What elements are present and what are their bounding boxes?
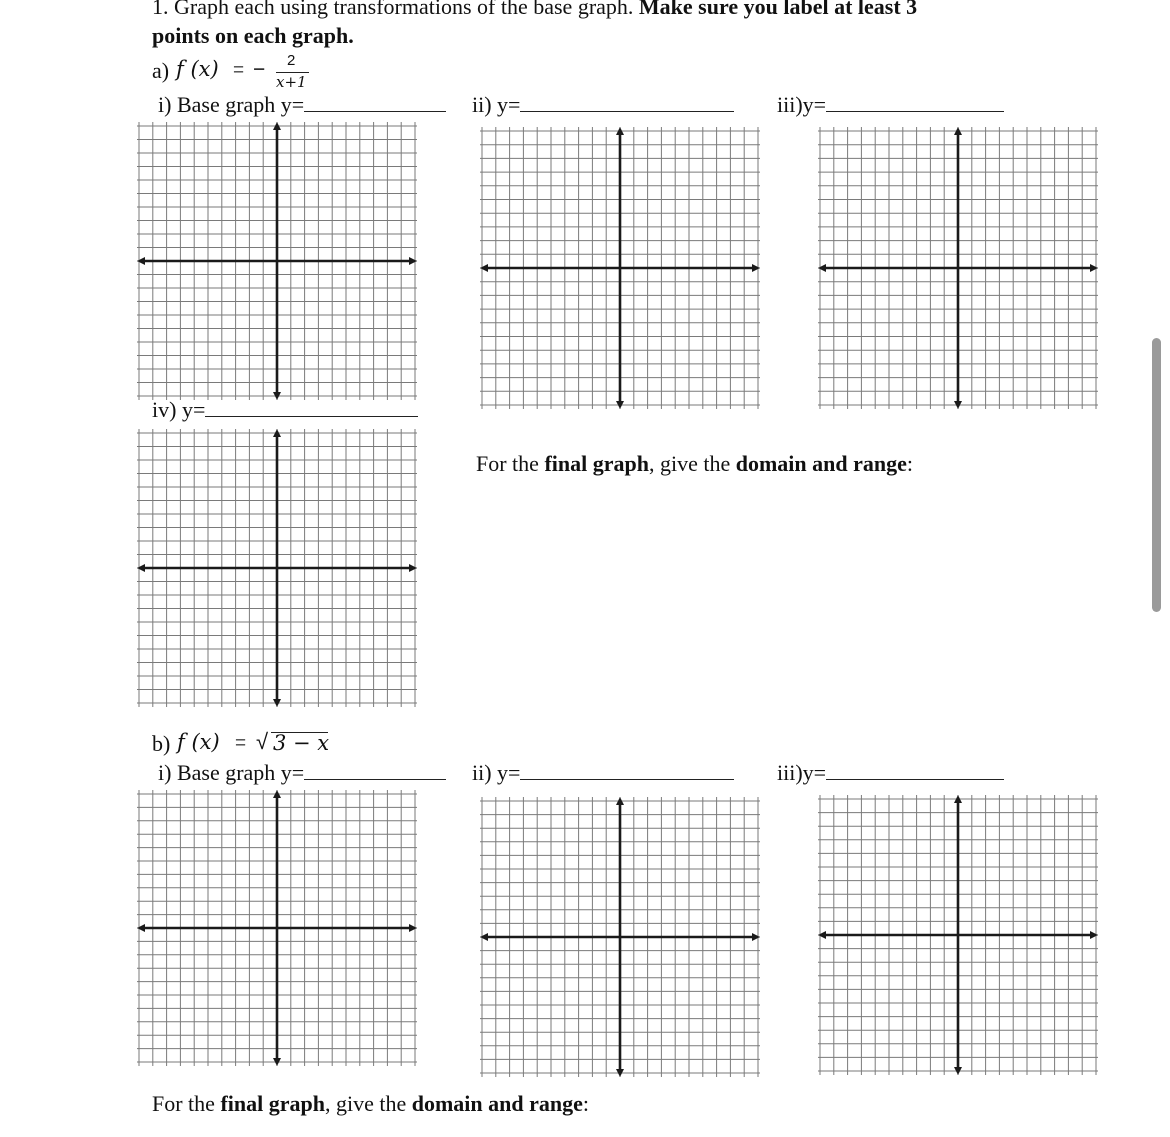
part-b-equals: = bbox=[235, 733, 247, 754]
arrowhead-icon bbox=[137, 257, 145, 265]
arrowhead-icon bbox=[818, 264, 826, 272]
title-prefix: 1. Graph each using transformations of the base graph. bbox=[152, 0, 639, 19]
arrowhead-icon bbox=[137, 924, 145, 932]
part-a-step-iii: iii)y= bbox=[777, 92, 1004, 118]
answer-blank[interactable] bbox=[826, 93, 1004, 112]
arrowhead-icon bbox=[818, 931, 826, 939]
part-b-step-iii: iii)y= bbox=[777, 760, 1004, 786]
arrowhead-icon bbox=[752, 933, 760, 941]
arrowhead-icon bbox=[137, 564, 145, 572]
answer-blank[interactable] bbox=[520, 761, 734, 780]
arrowhead-icon bbox=[409, 564, 417, 572]
answer-blank[interactable] bbox=[304, 93, 446, 112]
answer-blank[interactable] bbox=[826, 761, 1004, 780]
part-b-radicand: 3 − x bbox=[273, 731, 330, 755]
part-b-step-ii: ii) y= bbox=[472, 760, 734, 786]
part-b-final-prompt: For the final graph, give the domain and range: bbox=[152, 1091, 590, 1116]
problem-title bbox=[152, 0, 917, 20]
graph-grid-a-ii[interactable] bbox=[480, 127, 760, 409]
part-a-final-prompt: For the final graph, give the domain and range: bbox=[476, 451, 914, 476]
arrowhead-icon bbox=[1090, 931, 1098, 939]
answer-blank[interactable] bbox=[205, 398, 418, 417]
graph-grid-b-i[interactable] bbox=[137, 790, 417, 1066]
answer-blank[interactable] bbox=[304, 761, 446, 780]
arrowhead-icon bbox=[409, 257, 417, 265]
graph-grid-b-ii[interactable] bbox=[480, 797, 760, 1077]
part-a-step-iv: iv) y= bbox=[152, 397, 418, 423]
part-a-minus: − bbox=[253, 58, 266, 81]
arrowhead-icon bbox=[752, 264, 760, 272]
part-b-func: f (x) bbox=[177, 730, 220, 754]
graph-grid-a-iv[interactable] bbox=[137, 429, 417, 707]
answer-blank[interactable] bbox=[520, 93, 734, 112]
part-a-label: a) bbox=[152, 58, 170, 83]
problem-title-line2: points on each graph. bbox=[152, 23, 354, 48]
graph-grid-a-i[interactable] bbox=[137, 122, 417, 400]
vertical-scrollbar[interactable] bbox=[1152, 338, 1161, 612]
arrowhead-icon bbox=[480, 933, 488, 941]
arrowhead-icon bbox=[480, 264, 488, 272]
part-a-numerator: 2 bbox=[287, 52, 296, 69]
part-a-equals: = bbox=[233, 60, 245, 81]
title-bold: Make sure you label at least 3 bbox=[638, 0, 918, 19]
arrowhead-icon bbox=[1090, 264, 1098, 272]
part-b-radical: √ bbox=[256, 729, 269, 754]
graph-grid-b-iii[interactable] bbox=[818, 795, 1098, 1075]
part-a-step-i: i) Base graph y= bbox=[158, 92, 446, 118]
part-a-func: f (x) bbox=[176, 57, 219, 81]
part-a-denominator: x+1 bbox=[276, 73, 307, 91]
part-a-step-ii: ii) y= bbox=[472, 92, 734, 118]
graph-grid-a-iii[interactable] bbox=[818, 127, 1098, 409]
part-b-label: b) bbox=[152, 731, 171, 756]
arrowhead-icon bbox=[409, 924, 417, 932]
part-b-step-i: i) Base graph y= bbox=[158, 760, 446, 786]
